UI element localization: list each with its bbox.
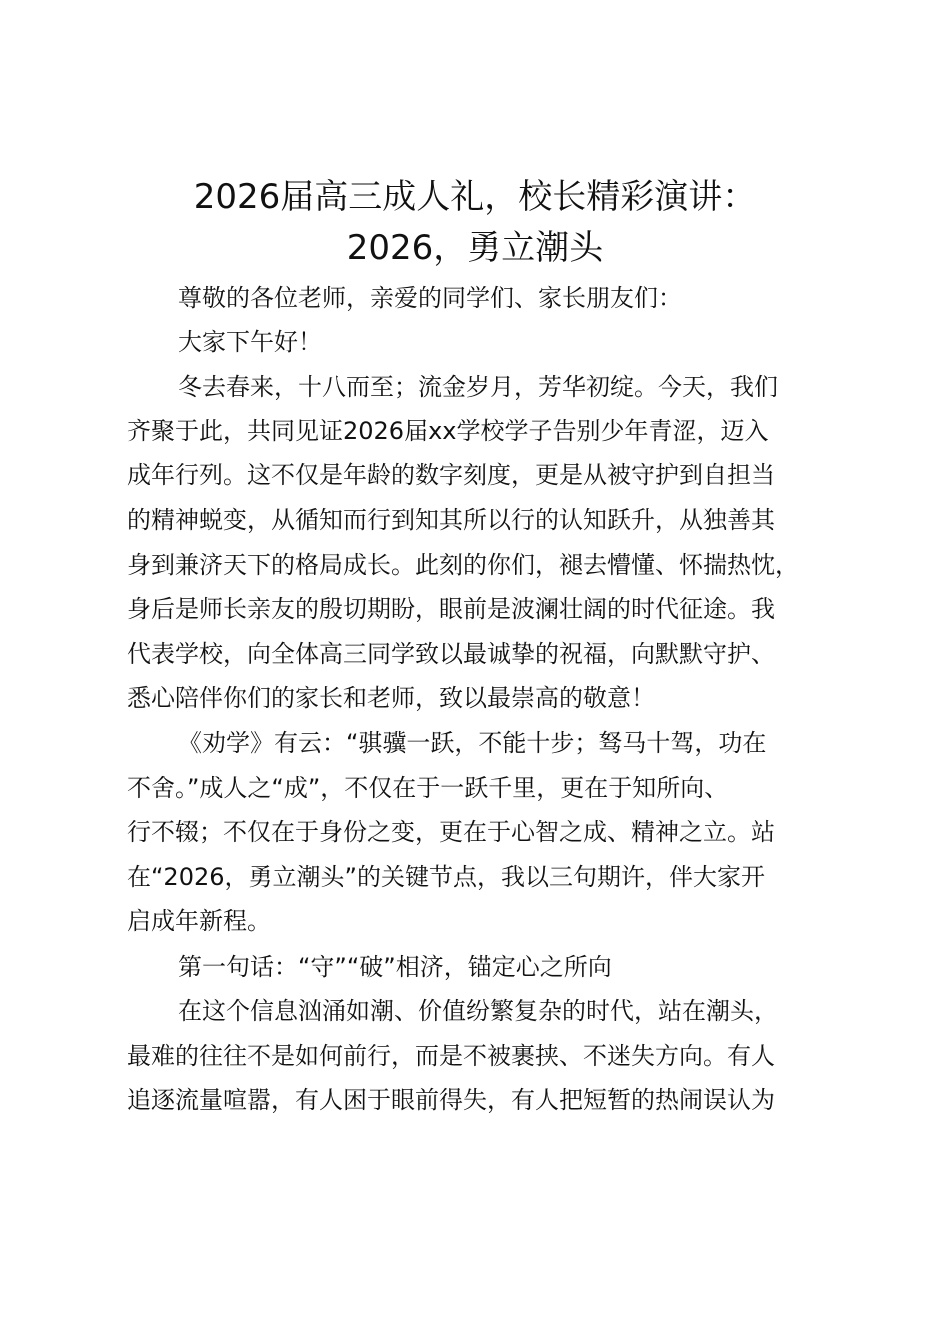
body-line: 身后是师长亲友的殷切期盼，眼前是波澜壮阔的时代征途。我: [127, 595, 775, 623]
document-title-line-2: 2026，勇立潮头: [346, 228, 604, 268]
body-line: 最难的往往不是如何前行，而是不被裹挟、不迷失方向。有人: [127, 1042, 775, 1070]
body-line: 在“2026，勇立潮头”的关键节点，我以三句期许，伴大家开: [127, 863, 765, 891]
body-line: 在这个信息汹涌如潮、价值纷繁复杂的时代，站在潮头，: [178, 997, 778, 1025]
body-line: 追逐流量喧嚣，有人困于眼前得失，有人把短暂的热闹误认为: [127, 1086, 775, 1114]
body-line: 悉心陪伴你们的家长和老师，致以最崇高的敬意！: [127, 684, 655, 712]
greeting: 大家下午好！: [178, 328, 322, 356]
body-line: 冬去春来，十八而至；流金岁月，芳华初绽。今天，我们: [178, 373, 778, 401]
body-line: 行不辍；不仅在于身份之变，更在于心智之成、精神之立。站: [127, 818, 775, 846]
body-line: 的精神蜕变，从循知而行到知其所以行的认知跃升，从独善其: [127, 506, 775, 534]
section-heading: 第一句话：“守”“破”相济，锚定心之所向: [178, 953, 612, 981]
document-title-line-1: 2026届高三成人礼，校长精彩演讲：: [193, 177, 757, 217]
body-line: 身到兼济天下的格局成长。此刻的你们，褪去懵懂、怀揣热忱，: [127, 551, 799, 579]
body-line: 不舍。”成人之“成”，不仅在于一跃千里，更在于知所向、: [127, 774, 729, 802]
body-line: 成年行列。这不仅是年龄的数字刻度，更是从被守护到自担当: [127, 461, 775, 489]
body-line: 齐聚于此，共同见证2026届xx学校学子告别少年青涩，迈入: [127, 417, 769, 445]
body-line: 《劝学》有云：“骐骥一跃，不能十步；驽马十驾，功在: [178, 729, 767, 757]
body-line: 启成年新程。: [127, 907, 271, 935]
salutation: 尊敬的各位老师，亲爱的同学们、家长朋友们：: [178, 284, 682, 312]
body-line: 代表学校，向全体高三同学致以最诚挚的祝福，向默默守护、: [127, 640, 775, 668]
